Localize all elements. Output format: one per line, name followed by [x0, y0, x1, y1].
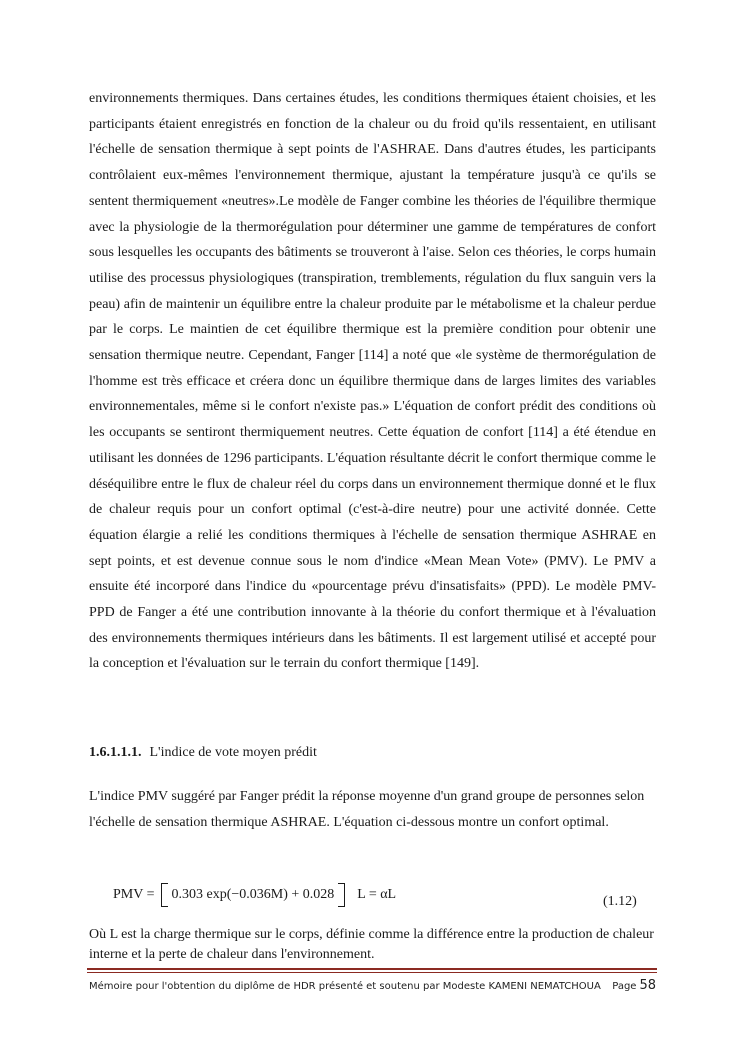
right-bracket	[338, 883, 345, 907]
body-paragraph-1: environnements thermiques. Dans certaines études, les conditions thermiques étaient choisies, et les participants étaient enregistrés en fonction de la chaleur ou du froid qu'ils ressentaient, en utilisant l'échelle de sensation thermique à sept points de l'ASHRAE. Dans d'autres études, les participants contrôlaient eux-mêmes l'environnement thermique, ajustant la température jusqu'à ce qu'ils se sentent thermiquement «neutres».Le modèle de Fanger combine les théories de l'équilibre thermique avec la physiologie de la thermorégulation pour déterminer une gamme de températures de confort sous lesquelles les occupants des bâtiments se trouveront à l'aise. Selon ces théories, le corps humain utilise des processus physiologiques (transpiration, tremblements, régulation du flux sanguin vers la peau) afin de maintenir un équilibre entre la chaleur produite par le métabolisme et la chaleur perdue par le corps. Le maintien de cet équilibre thermique est la première condition pour obtenir une sensation thermique neutre. Cependant, Fanger [114] a noté que «le système de thermorégulation de l'homme est très efficace et créera donc un équilibre thermique dans de larges limites des variables environnementales, même si le confort n'existe pas.» L'équation de confort prédit des conditions où les occupants se sentiront thermiquement neutres. Cette équation de confort [114] a été étendue en utilisant les données de 1296 participants. L'équation résultante décrit le confort thermique comme le déséquilibre entre le flux de chaleur réel du corps dans un environnement thermique donné et le flux de chaleur requis pour un confort optimal (c'est-à-dire neutre) pour une activité donnée. Cette équation élargie a relié les conditions thermiques à l'échelle de sensation thermique ASHRAE en sept points, et est devenue connue sous le nom d'indice «Mean Mean Vote» (PMV). Le PMV a ensuite été incorporé dans l'indice du «pourcentage prévu d'insatisfaits» (PPD). Le modèle PMV-PPD de Fanger a été une contribution innovante à la théorie du confort thermique et à l'évaluation des environnements thermiques intérieurs dans les bâtiments. Il est largement utilisé et accepté pour la conception et l'évaluation sur le terrain du confort thermique [149].	[89, 91, 656, 672]
section-heading-title: L'indice de vote moyen prédit	[149, 745, 317, 760]
body-paragraph-2: L'indice PMV suggéré par Fanger prédit la réponse moyenne d'un grand groupe de personnes selon l'échelle de sensation thermique ASHRAE. L'équation ci-dessous montre un confort optimal.	[89, 789, 645, 830]
section-heading	[89, 745, 317, 761]
equation-number: (1.12)	[603, 894, 637, 909]
equation-rhs: L = αL	[357, 887, 397, 902]
footer-rule-thick	[87, 968, 657, 970]
equation-lhs: PMV =	[113, 887, 155, 902]
footer-rule-thin	[87, 972, 657, 973]
left-bracket	[161, 883, 168, 907]
page-number: 58	[639, 978, 656, 993]
pmv-equation	[113, 880, 396, 910]
section-heading-number: 1.6.1.1.1.	[89, 745, 142, 760]
page-footer	[89, 978, 656, 993]
footer-text: Mémoire pour l'obtention du diplôme de HDR présenté et soutenu par Modeste KAMENI NEMATCHOUA	[89, 981, 601, 992]
page-label: Page	[612, 981, 637, 992]
equation-inner: 0.303 exp(−0.036M) + 0.028	[171, 887, 335, 902]
footer-page	[612, 978, 656, 993]
body-paragraph-3: Où L est la charge thermique sur le corps, définie comme la différence entre la production de chaleur interne et la perte de chaleur dans l'environnement.	[89, 927, 654, 962]
